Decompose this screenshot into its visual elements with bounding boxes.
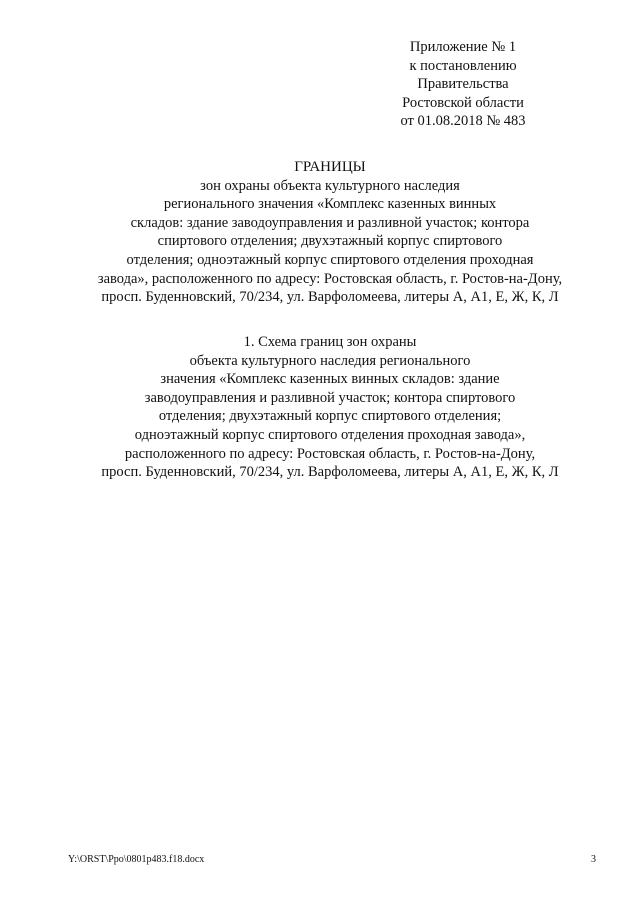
appendix-line: Приложение № 1: [409, 39, 517, 55]
appendix-line: от 01.08.2018 № 483: [400, 113, 526, 130]
scheme-line: отделения; двухэтажный корпус спиртового отделения;: [158, 408, 502, 425]
title-line: регионального значения «Комплекс казенных винных: [163, 196, 497, 213]
scheme-line: 1. Схема границ зон охраны: [243, 334, 417, 350]
scheme-line: заводоуправления и разливной участок; контора спиртового: [144, 389, 516, 406]
appendix-line: к постановлению: [409, 57, 517, 74]
title-line: просп. Буденновский, 70/234, ул. Варфоломеева, литеры А, А1, Е, Ж, К, Л: [101, 289, 559, 306]
title-line: завода», расположенного по адресу: Ростовская область, г. Ростов-на-Дону,: [97, 270, 563, 287]
scheme-line: объекта культурного наследия регионального: [189, 352, 471, 369]
footer-file-path: Y:\ORST\Ppo\0801p483.f18.docx: [68, 854, 205, 865]
document-title: [60, 158, 600, 307]
appendix-line: Ростовской области: [402, 94, 524, 111]
scheme-line: значения «Комплекс казенных винных складов: здание: [160, 371, 500, 388]
title-heading: ГРАНИЦЫ: [294, 159, 366, 175]
scheme-line: одноэтажный корпус спиртового отделения проходная завода»,: [134, 426, 526, 443]
scheme-line: расположенного по адресу: Ростовская область, г. Ростов-на-Дону,: [124, 445, 536, 462]
title-line: зон охраны объекта культурного наследия: [200, 177, 460, 194]
title-line: складов: здание заводоуправления и разливной участок; контора: [130, 214, 530, 231]
appendix-header: [363, 38, 563, 131]
scheme-section-heading: [60, 333, 600, 482]
title-line: спиртового отделения; двухэтажный корпус спиртового: [157, 233, 503, 250]
appendix-line: Правительства: [417, 76, 509, 93]
title-line: отделения; одноэтажный корпус спиртового отделения проходная: [126, 251, 534, 268]
footer-page-number: 3: [591, 854, 596, 865]
scheme-line: просп. Буденновский, 70/234, ул. Варфоломеева, литеры А, А1, Е, Ж, К, Л: [101, 464, 559, 481]
